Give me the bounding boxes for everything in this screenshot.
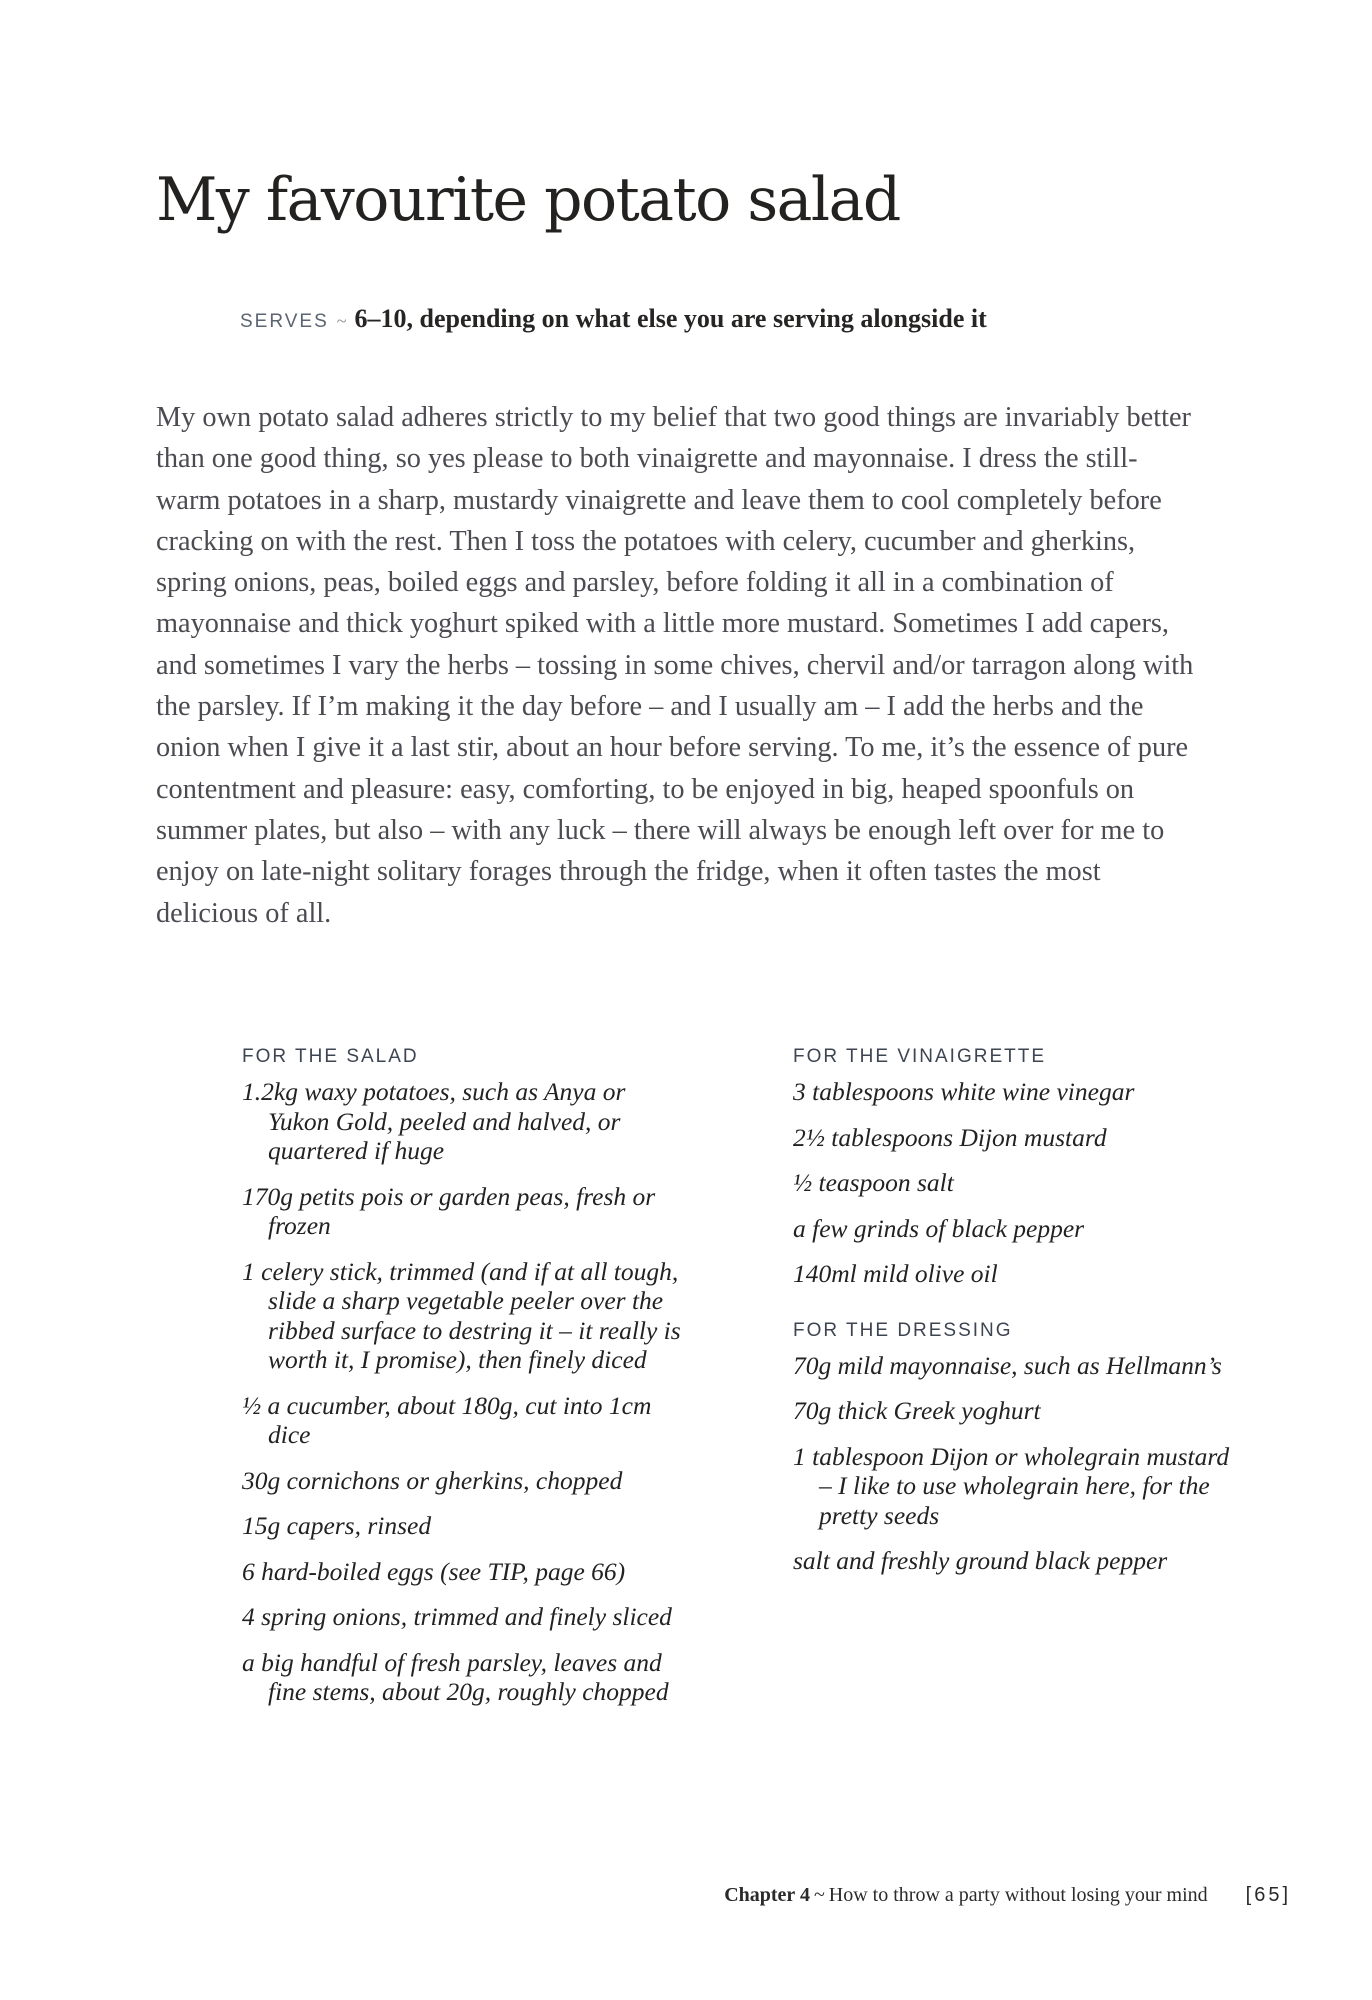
ingredient-item: 4 spring onions, trimmed and finely sliced — [242, 1602, 672, 1631]
vinaigrette-dressing-column — [793, 1045, 1233, 1592]
intro-paragraph: My own potato salad adheres strictly to my belief that two good things are invariably better than one good thing, so yes please to both vinaigrette and mayonnaise. I dress the still-warm potatoes in a sharp, mustardy vinaigrette and leave them to cool completely before cracking on with the rest. Then I toss the potatoes with celery, cucumber and gherkins, spring onions, peas, boiled eggs and parsley, before folding it all in a combination of mayonnaise and thick yoghurt spiked with a little more mustard. Sometimes I add capers, and sometimes I vary the herbs – tossing in some chives, chervil and/or tarragon along with the parsley. If I’m making it the day before – and I usually am – I add the herbs and the onion when I give it a last stir, about an hour before serving. To me, it’s the essence of pure contentment and pleasure: easy, comforting, to be enjoyed in big, heaped spoonfuls on summer plates, but also – with any luck – there will always be enough left over for me to enjoy on late-night solitary forages through the fridge, when it often tastes the most delicious of all. — [156, 402, 1194, 929]
ingredient-item: salt and freshly ground black pepper — [793, 1546, 1168, 1575]
vinaigrette-ingredient-list — [793, 1077, 1233, 1289]
dressing-ingredient-list — [793, 1351, 1233, 1576]
footer-separator: ~ — [813, 1884, 825, 1906]
ingredient-item: 1 celery stick, trimmed (and if at all tough, slide a sharp vegetable peeler over the ribbed surface to destring it – it really is worth it, I promise), then finely diced — [242, 1256, 681, 1374]
ingredient-item: 15g capers, rinsed — [242, 1511, 432, 1540]
ingredient-item: 3 tablespoons white wine vinegar — [793, 1077, 1135, 1106]
footer-chapter-title: How to throw a party without losing your mind — [828, 1884, 1208, 1906]
serves-label: SERVES — [240, 311, 329, 332]
serves-text: 6–10, depending on what else you are serving alongside it — [354, 304, 987, 333]
ingredient-item: 140ml mild olive oil — [793, 1259, 998, 1288]
serves-line — [240, 304, 987, 334]
ingredient-item: a few grinds of black pepper — [793, 1213, 1085, 1243]
footer-chapter: Chapter 4 — [724, 1884, 810, 1906]
ingredient-item: 2½ tablespoons Dijon mustard — [793, 1122, 1107, 1152]
ingredient-item: 1 tablespoon Dijon or wholegrain mustard – I like to use wholegrain here, for the pretty seeds — [793, 1441, 1230, 1530]
ingredient-item: ½ a cucumber, about 180g, cut into 1cm dice — [242, 1390, 652, 1449]
ingredient-item: 70g thick Greek yoghurt — [793, 1396, 1041, 1425]
ingredient-item: 30g cornichons or gherkins, chopped — [242, 1465, 623, 1495]
salad-heading: FOR THE SALAD — [242, 1046, 419, 1067]
vinaigrette-heading: FOR THE VINAIGRETTE — [793, 1046, 1047, 1067]
page-footer — [724, 1884, 1291, 1907]
serves-separator: ~ — [336, 311, 347, 331]
ingredient-item: ½ teaspoon salt — [793, 1168, 954, 1197]
salad-ingredient-list — [242, 1077, 682, 1707]
page-title: My favourite potato salad — [156, 165, 900, 235]
ingredient-item: 170g petits pois or garden peas, fresh or frozen — [242, 1181, 656, 1240]
dressing-heading: FOR THE DRESSING — [793, 1319, 1013, 1341]
ingredient-item: 70g mild mayonnaise, such as Hellmann’s — [793, 1350, 1222, 1380]
ingredient-item: a big handful of fresh parsley, leaves and fine stems, about 20g, roughly chopped — [242, 1647, 669, 1706]
salad-ingredients-column — [242, 1045, 682, 1723]
ingredient-item: 6 hard-boiled eggs (see TIP, page 66) — [242, 1556, 626, 1586]
ingredient-item: 1.2kg waxy potatoes, such as Anya or Yukon Gold, peeled and halved, or quartered if huge — [242, 1077, 626, 1165]
page-number: [65] — [1245, 1884, 1291, 1906]
